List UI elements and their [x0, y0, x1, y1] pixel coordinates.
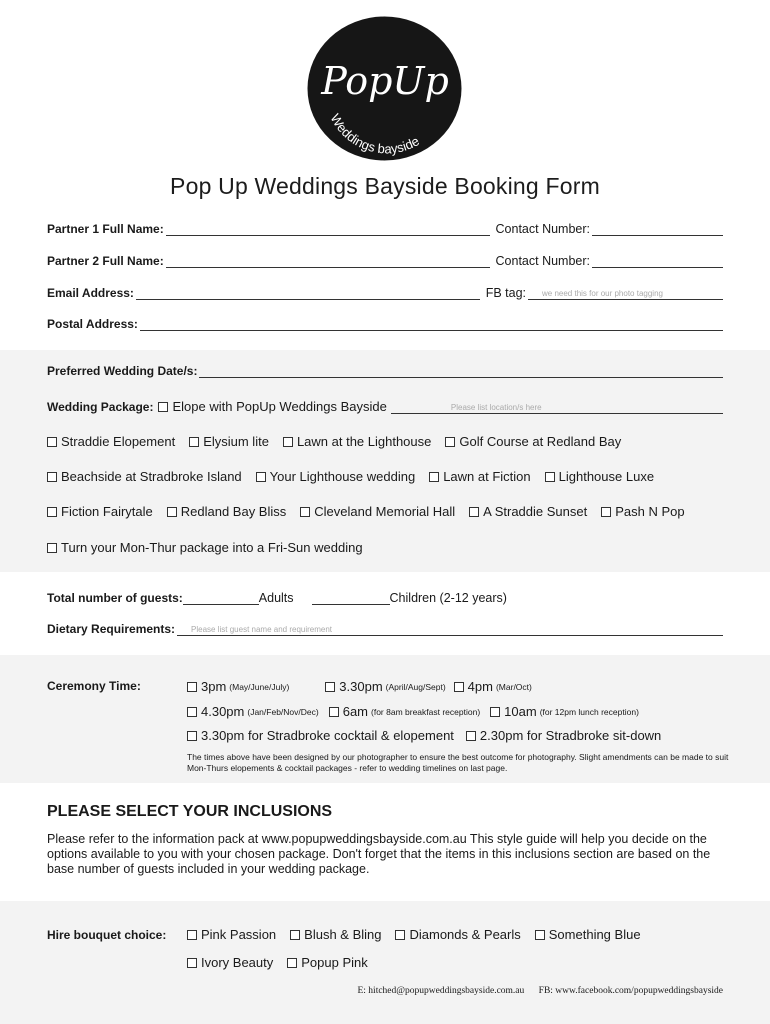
bouquet-option-label: Popup Pink: [301, 955, 368, 970]
bouquet-option-label: Diamonds & Pearls: [409, 927, 521, 942]
adults-input[interactable]: [183, 591, 259, 605]
wedding-date-input[interactable]: [199, 364, 723, 378]
checkbox[interactable]: [47, 507, 57, 517]
bouquet-option[interactable]: [187, 927, 276, 942]
bouquet-row-2: [187, 955, 382, 970]
dietary-row: [47, 622, 723, 636]
postal-address-input[interactable]: [140, 317, 723, 331]
package-option[interactable]: [300, 504, 455, 519]
fb-label: FB tag:: [485, 286, 526, 300]
package-option-label: Your Lighthouse wedding: [269, 469, 416, 484]
package-option[interactable]: [256, 469, 416, 484]
logo-ring-text: Weddings bayside: [327, 111, 422, 157]
package-option-label: Straddie Elopement: [61, 434, 176, 449]
partner1-label: Partner 1 Full Name:: [47, 222, 164, 236]
package-option-label: Cleveland Memorial Hall: [314, 504, 456, 519]
ceremony-time: 4pm: [467, 679, 493, 694]
ceremony-time: 4.30pm: [201, 704, 245, 719]
checkbox[interactable]: [47, 472, 57, 482]
package-option-label: Redland Bay Bliss: [180, 504, 287, 519]
ceremony-option-label: 3.30pm for Stradbroke cocktail & elopement: [201, 728, 454, 743]
package-option-label: Pash N Pop: [615, 504, 685, 519]
bouquet-option[interactable]: [287, 955, 368, 970]
package-option-label: Beachside at Stradbroke Island: [61, 469, 242, 484]
guests-row: [47, 591, 723, 605]
email-row: [47, 286, 723, 300]
ceremony-note: (May/June/July): [229, 681, 290, 692]
ceremony-option[interactable]: [466, 728, 661, 743]
package-option-label: Lawn at the Lighthouse: [296, 434, 432, 449]
package-option-label: Elysium lite: [203, 434, 269, 449]
partner2-row: [47, 254, 723, 268]
ceremony-note: (for 8am breakfast reception): [371, 706, 481, 717]
checkbox[interactable]: [187, 682, 197, 692]
checkbox[interactable]: [187, 731, 197, 741]
postal-row: [47, 317, 723, 331]
elope-option-label: Elope with PopUp Weddings Bayside: [172, 399, 387, 414]
package-option-label: Fiction Fairytale: [61, 504, 153, 519]
package-option[interactable]: [469, 504, 587, 519]
email-label: Email Address:: [47, 286, 134, 300]
popup-logo: [307, 16, 462, 161]
ceremony-label: Ceremony Time:: [47, 679, 141, 693]
package-option-label: A Straddie Sunset: [483, 504, 588, 519]
location-hint: Please list location/s here: [450, 403, 542, 412]
ceremony-note: (Mar/Oct): [495, 681, 532, 692]
fb-tag-input[interactable]: [528, 286, 723, 300]
bouquet-option-label: Pink Passion: [201, 927, 277, 942]
package-option[interactable]: [445, 434, 621, 449]
bouquet-option[interactable]: [187, 955, 273, 970]
package-option[interactable]: [283, 434, 431, 449]
footer-fb[interactable]: FB: www.facebook.com/popupweddingsbayside: [538, 986, 723, 996]
package-option[interactable]: [545, 469, 654, 484]
bouquet-option[interactable]: [535, 927, 641, 942]
ceremony-option[interactable]: [454, 679, 532, 694]
package-option[interactable]: [601, 504, 684, 519]
package-option[interactable]: [47, 504, 153, 519]
date-row: [47, 364, 723, 378]
checkbox[interactable]: [287, 958, 297, 968]
checkbox[interactable]: [283, 437, 293, 447]
footer: [345, 986, 723, 996]
package-option-label: Lighthouse Luxe: [558, 469, 655, 484]
contact1-label: Contact Number:: [495, 222, 590, 236]
checkbox[interactable]: [325, 682, 335, 692]
logo-script-text: PopUp: [321, 59, 449, 103]
package-option[interactable]: [167, 504, 287, 519]
ceremony-time: 3.30pm: [339, 679, 383, 694]
ceremony-option[interactable]: [325, 679, 445, 694]
checkbox[interactable]: [187, 930, 197, 940]
package-options-row-4: [47, 540, 377, 555]
ceremony-option[interactable]: [329, 704, 480, 719]
bouquet-label: Hire bouquet choice:: [47, 928, 167, 942]
dietary-label: Dietary Requirements:: [47, 622, 176, 636]
checkbox[interactable]: [469, 507, 479, 517]
ceremony-note: (April/Aug/Sept): [385, 681, 446, 692]
email-input[interactable]: [136, 286, 480, 300]
checkbox[interactable]: [535, 930, 545, 940]
checkbox[interactable]: [158, 402, 168, 412]
checkbox[interactable]: [601, 507, 611, 517]
inclusions-text: Please refer to the information pack at www.popupweddingsbayside.com.au This style guide will help you decide on the options available to you with your chosen package. Don't forget that the items in this inclusions section are based on the base number of guests included in your wedding package.: [47, 832, 711, 876]
ceremony-option[interactable]: [187, 728, 454, 743]
checkbox[interactable]: [189, 437, 199, 447]
package-label: Wedding Package:: [47, 400, 154, 414]
children-label: Children (2-12 years): [389, 591, 507, 605]
checkbox[interactable]: [187, 707, 197, 717]
contact2-input[interactable]: [592, 254, 723, 268]
checkbox[interactable]: [429, 472, 439, 482]
bouquet-option[interactable]: [290, 927, 381, 942]
partner2-label: Partner 2 Full Name:: [47, 254, 164, 268]
partner2-name-input[interactable]: [166, 254, 490, 268]
checkbox[interactable]: [329, 707, 339, 717]
ceremony-note: (Jan/Feb/Nov/Dec): [247, 706, 319, 717]
date-label: Preferred Wedding Date/s:: [47, 364, 198, 378]
package-option[interactable]: [189, 434, 269, 449]
checkbox[interactable]: [445, 437, 455, 447]
ceremony-time: 10am: [504, 704, 537, 719]
package-options-row-1: [47, 434, 635, 449]
dietary-hint: Please list guest name and requirement: [191, 625, 333, 634]
checkbox[interactable]: [454, 682, 464, 692]
checkbox[interactable]: [256, 472, 266, 482]
postal-label: Postal Address:: [47, 317, 138, 331]
dietary-input[interactable]: [177, 622, 723, 636]
partner1-row: [47, 222, 723, 236]
package-option-label: Lawn at Fiction: [443, 469, 531, 484]
partner1-name-input[interactable]: [166, 222, 490, 236]
checkbox[interactable]: [466, 731, 476, 741]
checkbox[interactable]: [47, 543, 57, 553]
checkbox[interactable]: [290, 930, 300, 940]
package-options-row-3: [47, 504, 699, 519]
ceremony-time: 6am: [342, 704, 369, 719]
contact1-input[interactable]: [592, 222, 723, 236]
bouquet-option-label: Ivory Beauty: [201, 955, 274, 970]
ceremony-row-2: [187, 704, 653, 719]
checkbox[interactable]: [300, 507, 310, 517]
contact2-label: Contact Number:: [495, 254, 590, 268]
checkbox[interactable]: [395, 930, 405, 940]
ceremony-note-text: The times above have been designed by our photographer to ensure the best outcome for photography. Slight amendments can be made to suit Mon-Thurs elopements & cocktail packages - refer to wedding timelines on last page.: [187, 752, 729, 773]
checkbox[interactable]: [490, 707, 500, 717]
package-option[interactable]: [47, 434, 175, 449]
package-option[interactable]: [429, 469, 530, 484]
wedding-section: [0, 350, 770, 572]
package-row: [47, 399, 723, 414]
fb-hint: we need this for our photo tagging: [542, 289, 663, 298]
package-options-row-2: [47, 469, 668, 484]
bouquet-section: [0, 901, 770, 1024]
checkbox[interactable]: [545, 472, 555, 482]
ceremony-row-1: [187, 679, 546, 694]
bouquet-option[interactable]: [395, 927, 520, 942]
ceremony-row-3: [187, 728, 675, 743]
package-option[interactable]: [47, 540, 363, 555]
ceremony-time: 3pm: [201, 679, 227, 694]
inclusions-heading: PLEASE SELECT YOUR INCLUSIONS: [47, 803, 333, 820]
children-input[interactable]: [312, 591, 390, 605]
bouquet-option-label: Blush & Bling: [304, 927, 382, 942]
elope-option[interactable]: [158, 399, 386, 414]
package-option[interactable]: [47, 469, 242, 484]
ceremony-option[interactable]: [187, 704, 319, 719]
checkbox[interactable]: [167, 507, 177, 517]
ceremony-option[interactable]: [187, 679, 289, 694]
form-title: Pop Up Weddings Bayside Booking Form: [170, 173, 600, 199]
ceremony-note: (for 12pm lunch reception): [539, 706, 639, 717]
guests-label: Total number of guests:: [47, 591, 183, 605]
ceremony-option-label: 2.30pm for Stradbroke sit-down: [479, 728, 662, 743]
package-option-label: Turn your Mon-Thur package into a Fri-Sun wedding: [61, 540, 363, 555]
checkbox[interactable]: [47, 437, 57, 447]
adults-label: Adults: [258, 591, 294, 605]
package-option-label: Golf Course at Redland Bay: [459, 434, 622, 449]
ceremony-option[interactable]: [490, 704, 639, 719]
checkbox[interactable]: [187, 958, 197, 968]
bouquet-option-label: Something Blue: [548, 927, 641, 942]
footer-email[interactable]: E: hitched@popupweddingsbayside.com.au: [357, 986, 525, 996]
bouquet-row-1: [187, 927, 655, 942]
location-input[interactable]: [391, 400, 723, 414]
